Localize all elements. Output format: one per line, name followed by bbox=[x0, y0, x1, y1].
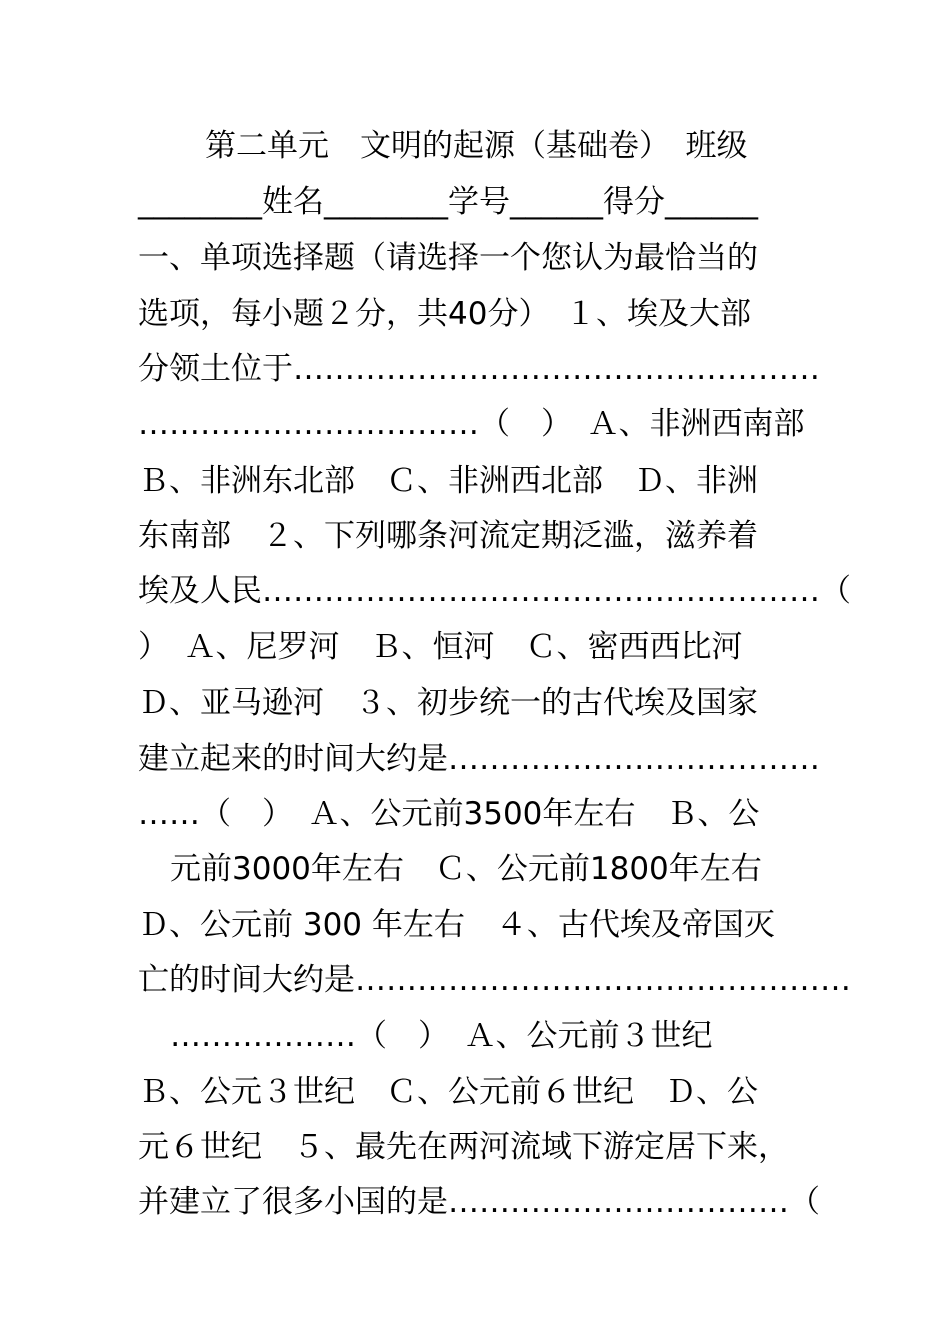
text-line: 并建立了很多小国的是……………………………（ bbox=[138, 1184, 820, 1220]
text-line: 元前3000年左右 Ｃ、公元前1800年左右 bbox=[170, 851, 762, 887]
text-line: ………………（ ） Ａ、公元前３世纪 bbox=[170, 1018, 713, 1054]
text-line: Ｂ、公元３世纪 Ｃ、公元前６世纪 Ｄ、公 bbox=[138, 1074, 758, 1110]
text-line: 分领土位于…………………………………………… bbox=[138, 351, 820, 387]
text-line: 建立起来的时间大约是……………………………… bbox=[138, 741, 820, 777]
student-info-line: ________姓名________学号______得分______ bbox=[138, 184, 758, 220]
text-line: 元６世纪 ５、最先在两河流域下游定居下来， bbox=[138, 1129, 789, 1165]
text-line: 亡的时间大约是………………………………………… bbox=[138, 962, 851, 998]
text-line: 选项，每小题２分，共40分） １、埃及大部 bbox=[138, 296, 751, 332]
text-line: ） Ａ、尼罗河 Ｂ、恒河 Ｃ、密西西比河 bbox=[138, 629, 743, 665]
text-line: 东南部 ２、下列哪条河流定期泛滥，滋养着 bbox=[138, 518, 758, 554]
text-line: Ｄ、亚马逊河 ３、初步统一的古代埃及国家 bbox=[138, 685, 758, 721]
text-line: 埃及人民………………………………………………（ bbox=[138, 573, 851, 609]
text-line: Ｄ、公元前 300 年左右 ４、古代埃及帝国灭 bbox=[138, 907, 775, 943]
text-line: Ｂ、非洲东北部 Ｃ、非洲西北部 Ｄ、非洲 bbox=[138, 463, 758, 499]
text-line: ……（ ） Ａ、公元前3500年左右 Ｂ、公 bbox=[138, 796, 760, 832]
title-line: 第二单元 文明的起源（基础卷） 班级 bbox=[205, 128, 748, 164]
text-line: ……………………………（ ） Ａ、非洲西南部 bbox=[138, 406, 805, 442]
section-heading-line: 一、单项选择题（请选择一个您认为最恰当的 bbox=[138, 240, 758, 276]
